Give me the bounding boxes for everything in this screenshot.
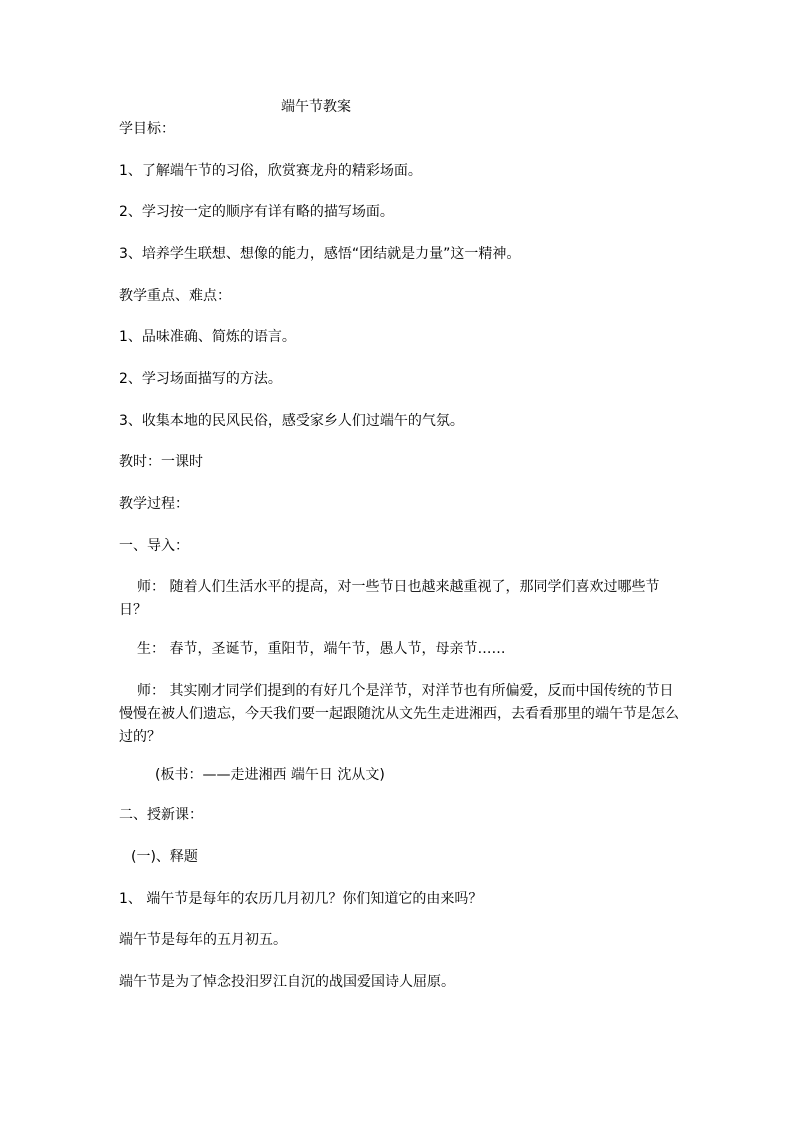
section-new-lesson-heading: 二、授新课： — [119, 807, 203, 823]
goals-heading: 学目标： — [119, 121, 175, 137]
subsection-title-explanation: (一)、释题 — [131, 849, 198, 865]
document-title: 端午节教案 — [281, 99, 351, 115]
answer-1: 端午节是每年的五月初五。 — [119, 932, 287, 948]
teacher-paragraph-1: 师： 随着人们生活水平的提高，对一些节日也越来越重视了，那同学们喜欢过哪些节日？ — [119, 579, 660, 618]
question-1: 1、 端午节是每年的农历几月初几？你们知道它的由来吗？ — [119, 891, 483, 907]
teacher-paragraph-2: 师： 其实刚才同学们提到的有好几个是洋节，对洋节也有所偏爱，反而中国传统的节日慢慢在被人们遗忘，今天我们要一起跟随沈从文先生走进湘西，去看看那里的端午节是怎么过的？ — [119, 683, 679, 745]
goal-item-2: 2、学习按一定的顺序有详有略的描写场面。 — [119, 204, 394, 220]
board-notes: (板书：——走进湘西 端午日 沈从文) — [155, 767, 385, 783]
process-heading: 教学过程： — [119, 496, 189, 512]
answer-2: 端午节是为了悼念投汨罗江自沉的战国爱国诗人屈原。 — [119, 974, 455, 990]
class-hours: 教时：一课时 — [119, 454, 203, 470]
goal-item-1: 1、了解端午节的习俗，欣赏赛龙舟的精彩场面。 — [119, 163, 422, 179]
key-point-3: 3、收集本地的民风民俗，感受家乡人们过端午的气氛。 — [119, 413, 464, 429]
key-points-heading: 教学重点、难点： — [119, 288, 231, 304]
goal-item-3: 3、培养学生联想、想像的能力，感悟“团结就是力量”这一精神。 — [119, 246, 521, 262]
student-paragraph-1: 生： 春节，圣诞节，重阳节，端午节，愚人节，母亲节…… — [137, 641, 506, 657]
key-point-2: 2、学习场面描写的方法。 — [119, 371, 282, 387]
section-intro-heading: 一、导入： — [119, 538, 189, 554]
key-point-1: 1、品味准确、简炼的语言。 — [119, 329, 296, 345]
